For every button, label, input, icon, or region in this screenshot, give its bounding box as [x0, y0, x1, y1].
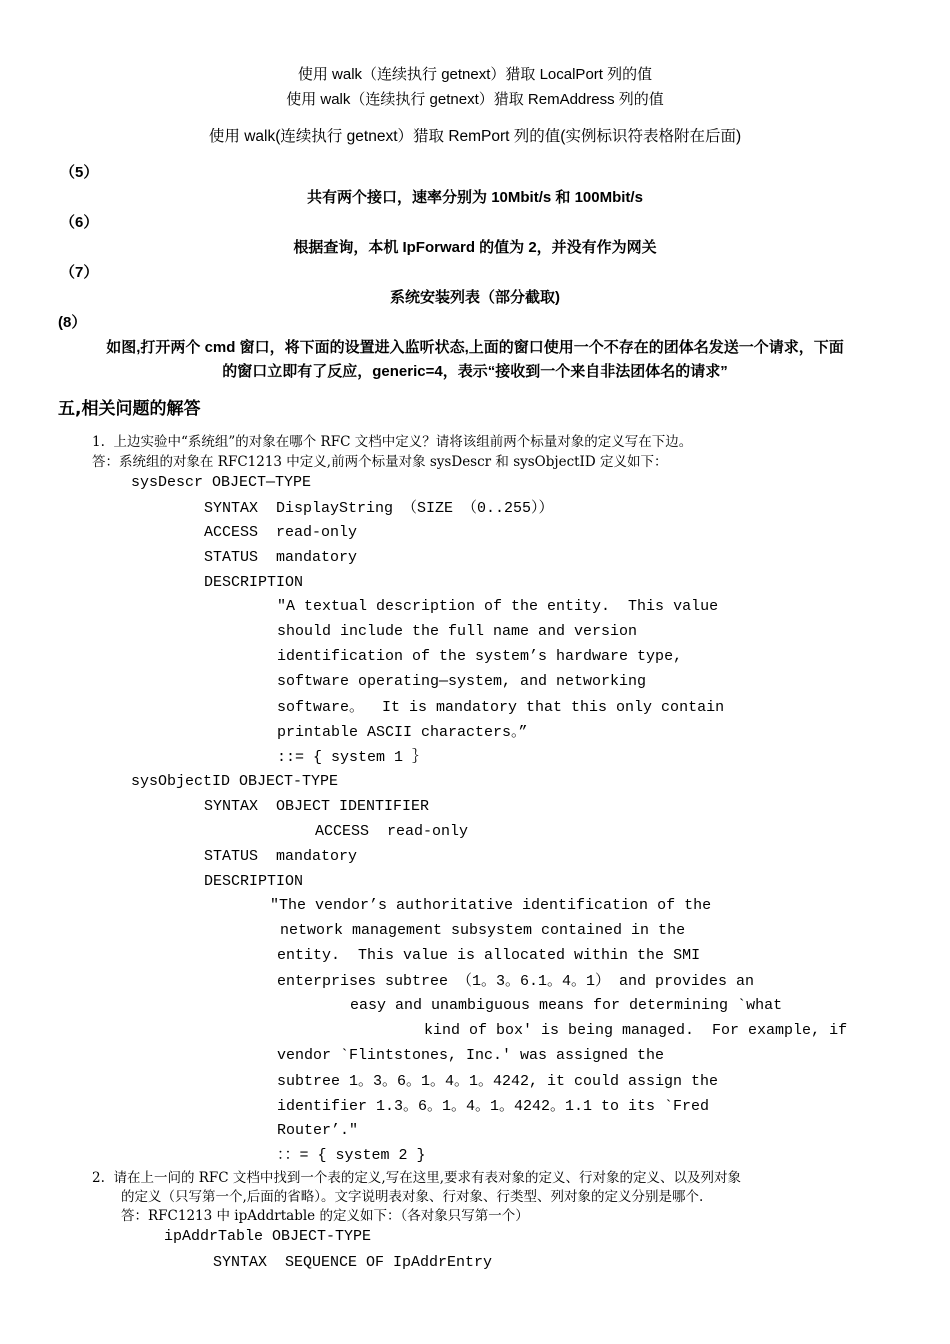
- code-line: STATUS mandatory: [204, 848, 358, 865]
- label-7: （7）: [60, 264, 99, 281]
- code-line: ACCESS read-only: [204, 524, 358, 541]
- code-line: enterprises subtree （1。3。6.1。4。1） and provides an: [277, 973, 755, 990]
- code-line: SYNTAX SEQUENCE OF IpAddrEntry: [213, 1254, 493, 1271]
- code-line: software。 It is mandatory that this only contain: [277, 699, 725, 716]
- code-line: easy and unambiguous means for determining `what: [350, 997, 783, 1014]
- code-line: software operating—system, and networking: [277, 673, 647, 690]
- code-line: sysObjectID OBJECT-TYPE: [131, 773, 339, 790]
- label-6: （6）: [60, 214, 99, 231]
- code-line: DESCRIPTION: [204, 873, 304, 890]
- caption-6: 根据查询，本机 IpForward 的值为 2，并没有作为网关: [293, 239, 657, 256]
- code-line: ACCESS read-only: [315, 823, 469, 840]
- caption-walk-remport: 使用 walk(连续执行 getnext）猎取 RemPort 列的值(实例标识符表格附在后面): [208, 128, 742, 145]
- caption-7: 系统安装列表（部分截取): [390, 289, 560, 306]
- code-line: vendor `Flintstones, Inc.' was assigned the: [277, 1047, 665, 1064]
- code-line: kind of box' is being managed. For example, if: [424, 1022, 848, 1039]
- code-line: identification of the system’s hardware type,: [277, 648, 683, 665]
- code-line: STATUS mandatory: [204, 549, 358, 566]
- code-line: SYNTAX OBJECT IDENTIFIER: [204, 798, 430, 815]
- code-line: subtree 1。3。6。1。4。1。4242, it could assign the: [277, 1073, 719, 1090]
- code-line: ::= { system 1 ｝: [277, 749, 428, 766]
- answer-2: 答：RFC1213 中 ipAddrtable 的定义如下：（各对象只写第一个）: [121, 1208, 529, 1224]
- label-5: （5）: [60, 164, 99, 181]
- label-8: (8）: [58, 314, 87, 331]
- code-line: ipAddrTable OBJECT-TYPE: [164, 1228, 372, 1245]
- answer-1: 答：系统组的对象在 RFC1213 中定义,前两个标量对象 sysDescr 和 sysObjectID 定义如下：: [92, 454, 668, 470]
- section-heading: 五,相关问题的解答: [58, 399, 201, 419]
- caption-8-line2: 的窗口立即有了反应，generic=4，表示“接收到一个来自非法团体名的请求”: [222, 363, 728, 380]
- code-line: DESCRIPTION: [204, 574, 304, 591]
- code-line: should include the full name and version: [277, 623, 638, 640]
- code-line: printable ASCII characters。”: [277, 724, 528, 741]
- code-line: "A textual description of the entity. This value: [277, 598, 719, 615]
- caption-5: 共有两个接口，速率分别为 10Mbit/s 和 100Mbit/s: [307, 189, 643, 206]
- code-line: entity. This value is allocated within the SMI: [277, 947, 701, 964]
- question-2-line1: 2. 请在上一问的 RFC 文档中找到一个表的定义,写在这里,要求有表对象的定义、行对象的定义、以及列对象: [92, 1170, 741, 1186]
- caption-walk-localport: 使用 walk（连续执行 getnext）猎取 LocalPort 列的值: [297, 66, 653, 83]
- caption-walk-remaddress: 使用 walk（连续执行 getnext）猎取 RemAddress 列的值: [286, 91, 664, 108]
- question-2-line2: 的定义（只写第一个,后面的省略）。文字说明表对象、行对象、行类型、列对象的定义分别是哪个.: [121, 1189, 704, 1205]
- code-line: "The vendor’s authoritative identification of the: [270, 897, 712, 914]
- code-line: identifier 1.3。6。1。4。1。4242。1.1 to its `Fred: [277, 1098, 710, 1115]
- caption-8-line1: 如图,打开两个 cmd 窗口，将下面的设置进入监听状态,上面的窗口使用一个不存在的团体名发送一个请求，下面: [106, 339, 844, 356]
- code-line: sysDescr OBJECT—TYPE: [131, 474, 312, 491]
- code-line: Router’.": [277, 1122, 359, 1139]
- code-line: network management subsystem contained in the: [280, 922, 686, 939]
- question-1: 1. 上边实验中“系统组”的对象在哪个 RFC 文档中定义？请将该组前两个标量对象的定义写在下边。: [92, 434, 693, 450]
- code-line: ：：= { system 2 }: [277, 1147, 426, 1164]
- code-line: SYNTAX DisplayString （SIZE （0..255））: [204, 500, 554, 517]
